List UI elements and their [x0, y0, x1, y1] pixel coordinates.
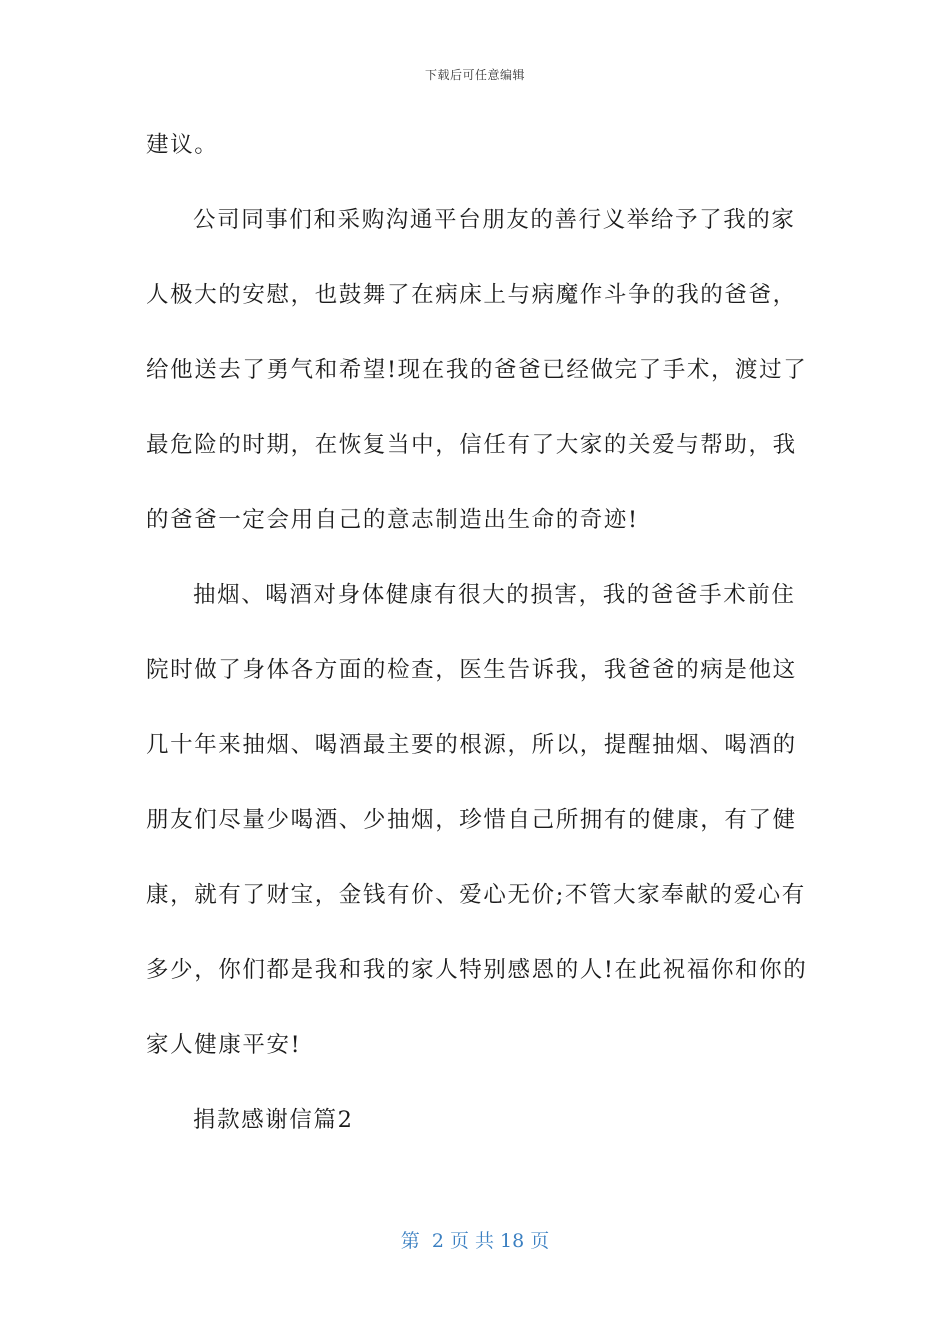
paragraph-line: 院时做了身体各方面的检查，医生告诉我，我爸爸的病是他这	[146, 657, 797, 683]
paragraph-line: 抽烟、喝酒对身体健康有很大的损害，我的爸爸手术前住	[193, 582, 796, 608]
paragraph-line: 公司同事们和采购沟通平台朋友的善行义举给予了我的家	[193, 207, 796, 233]
paragraph-line: 给他送去了勇气和希望!现在我的爸爸已经做完了手术，渡过了	[146, 357, 808, 383]
paragraph-line: 最危险的时期，在恢复当中，信任有了大家的关爱与帮助，我	[146, 432, 797, 458]
page-number-footer	[0, 1226, 950, 1253]
section-heading: 捐款感谢信篇2	[193, 1107, 354, 1133]
paragraph-line: 朋友们尽量少喝酒、少抽烟，珍惜自己所拥有的健康，有了健	[146, 807, 797, 833]
paragraph-line: 建议。	[146, 132, 219, 158]
document-body	[146, 127, 808, 1177]
paragraph-line: 几十年来抽烟、喝酒最主要的根源，所以，提醒抽烟、喝酒的	[146, 732, 797, 758]
paragraph-line: 家人健康平安!	[146, 1032, 302, 1058]
paragraph-line: 康，就有了财宝，金钱有价、爱心无价;不管大家奉献的爱心有	[146, 882, 806, 908]
page-header-note: 下载后可任意编辑	[424, 68, 525, 82]
paragraph-line: 人极大的安慰，也鼓舞了在病床上与病魔作斗争的我的爸爸，	[146, 282, 797, 308]
paragraph-line: 的爸爸一定会用自己的意志制造出生命的奇迹!	[146, 507, 639, 533]
paragraph-line: 多少，你们都是我和我的家人特别感恩的人!在此祝福你和你的	[146, 957, 808, 983]
page-number-label: 第 2 页 共 18 页	[400, 1230, 550, 1252]
